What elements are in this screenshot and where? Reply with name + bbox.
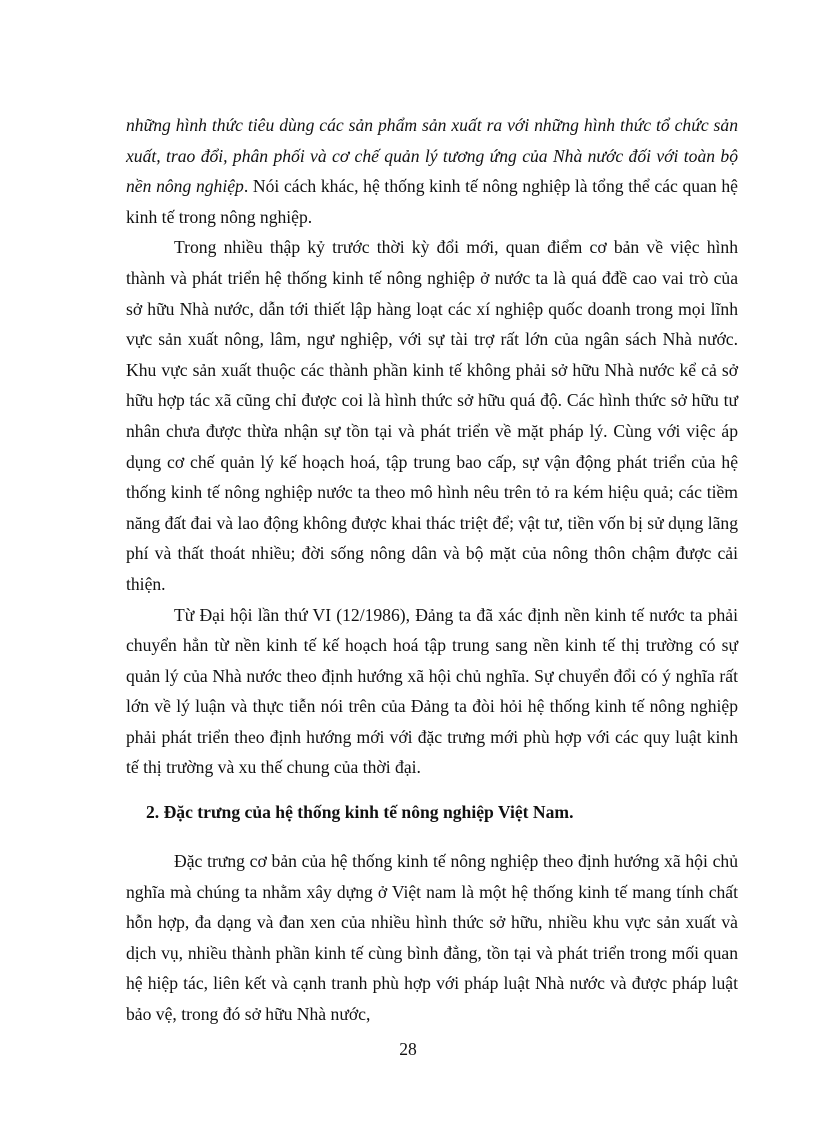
section-body	[126, 846, 738, 1030]
page-number: 28	[399, 1039, 417, 1059]
paragraph-1	[126, 110, 738, 232]
paragraph-2: Trong nhiều thập kỷ trước thời kỳ đổi mới, quan điểm cơ bản về việc hình thành và phát triển hệ thống kinh tế nông nghiệp ở nước ta là quá đđề cao vai trò của sở hữu Nhà nước, dẫn tới thiết lập hàng loạt các xí nghiệp quốc doanh trong mọi lĩnh vực sản xuất nông, lâm, ngư nghiệp, với sự tài trợ rất lớn của ngân sách Nhà nước. Khu vực sản xuất thuộc các thành phần kinh tế không phải sở hữu Nhà nước kể cả sở hữu hợp tác xã cũng chỉ được coi là hình thức sở hữu quá độ. Các hình thức sở hữu tư nhân chưa được thừa nhận sự tồn tại và phát triển về mặt pháp lý. Cùng với việc áp dụng cơ chế quản lý kế hoạch hoá, tập trung bao cấp, sự vận động phát triển của hệ thống kinh tế nông nghiệp nước ta theo mô hình nêu trên tỏ ra kém hiệu quả; các tiềm năng đất đai và lao động không được khai thác triệt để; vật tư, tiền vốn bị sử dụng lãng phí và thất thoát nhiều; đời sống nông dân và bộ mặt của nông thôn chậm được cải thiện.	[126, 237, 738, 594]
document-body	[126, 110, 738, 783]
paragraph-3: Từ Đại hội lần thứ VI (12/1986), Đảng ta đã xác định nền kinh tế nước ta phải chuyển hẳn từ nền kinh tế kế hoạch hoá tập trung sang nền kinh tế thị trường có sự quản lý của Nhà nước theo định hướng xã hội chủ nghĩa. Sự chuyển đổi có ý nghĩa rất lớn về lý luận và thực tiễn nói trên của Đảng ta đòi hỏi hệ thống kinh tế nông nghiệp phải phát triển theo định hướng mới với đặc trưng mới phù hợp với các quy luật kinh tế thị trường và xu thế chung của thời đại.	[126, 604, 738, 778]
paragraph-1-text: . Nói cách khác, hệ thống kinh tế nông nghiệp là tổng thể các quan hệ kinh tế trong nông nghiệp.	[126, 176, 738, 227]
section-heading: 2. Đặc trưng của hệ thống kinh tế nông nghiệp Việt Nam.	[146, 802, 574, 822]
paragraph-1-italic-text: những hình thức tiêu dùng các sản phẩm sản xuất ra với những hình thức tổ chức sản xuất, trao đổi, phân phối và cơ chế quản lý tương ứng của Nhà nước đối với toàn bộ nền nông nghiệp	[126, 115, 738, 197]
section-paragraph-1: Đặc trưng cơ bản của hệ thống kinh tế nông nghiệp theo định hướng xã hội chủ nghĩa mà chúng ta nhằm xây dựng ở Việt nam là một hệ thống kinh tế mang tính chất hỗn hợp, đa dạng và đan xen của nhiều hình thức sở hữu, nhiều khu vực sản xuất và dịch vụ, nhiều thành phần kinh tế cùng bình đẳng, tồn tại và phát triển trong mối quan hệ hiệp tác, liên kết và cạnh tranh phù hợp với pháp luật Nhà nước và được pháp luật bảo vệ, trong đó sở hữu Nhà nước,	[126, 851, 738, 1024]
